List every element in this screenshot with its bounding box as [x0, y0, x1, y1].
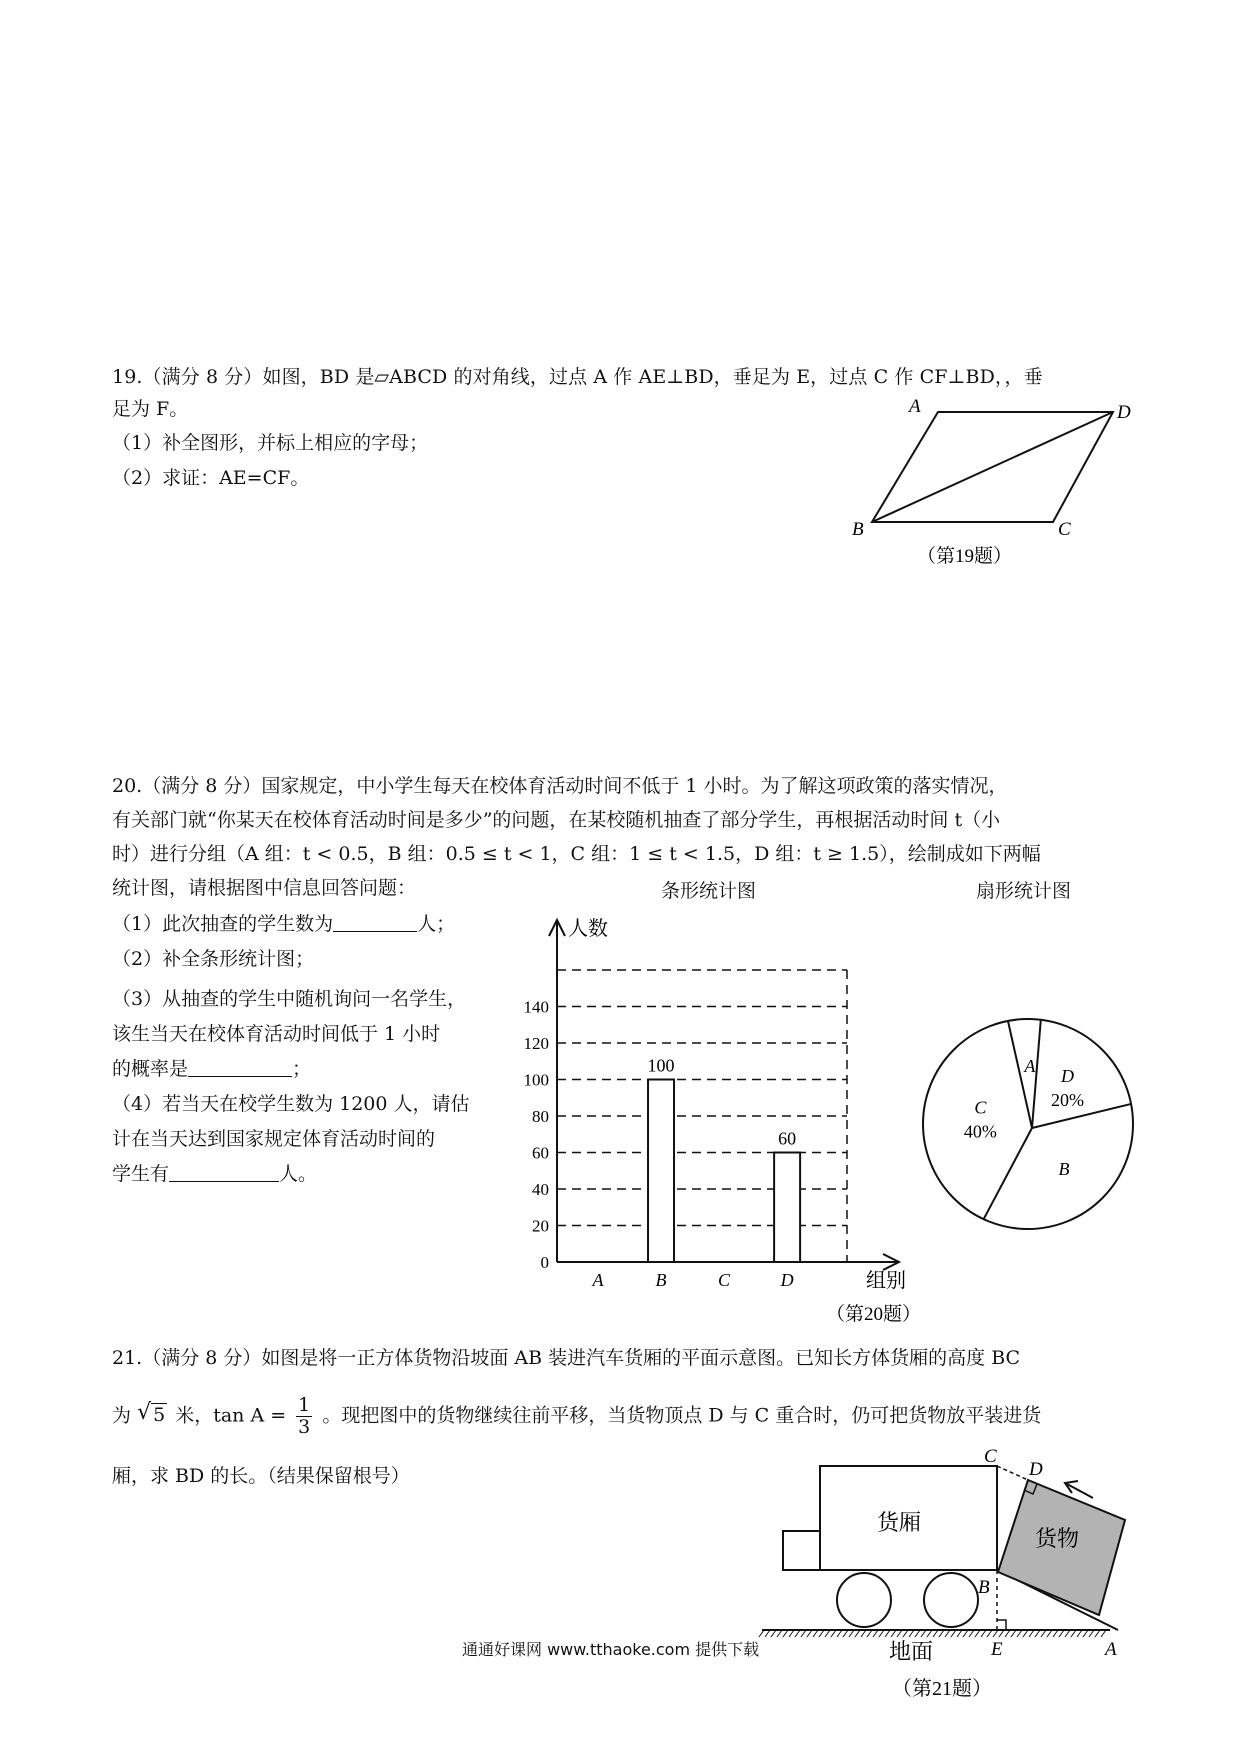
sqrt-sign: √: [137, 1400, 152, 1426]
ground-hatch-mark: [903, 1630, 908, 1637]
ground-hatch-mark: [861, 1630, 866, 1637]
pie-percent-C: 40%: [963, 1121, 997, 1142]
truck-cab: [783, 1531, 820, 1570]
y-tick-label: 40: [532, 1180, 549, 1199]
pie-label-C: C: [974, 1097, 987, 1118]
q19-sub1: （1）补全图形，并标上相应的字母；: [112, 432, 429, 454]
pie-label-D: D: [1060, 1065, 1074, 1086]
y-tick-label: 120: [523, 1034, 549, 1053]
ground-hatch-mark: [957, 1630, 962, 1637]
q20-caption: （第20题）: [826, 1304, 922, 1325]
q20-sub4c-text: 学生有: [112, 1163, 170, 1185]
q20-sub4d-text: 人。: [279, 1163, 318, 1185]
footer-text: 通通好课网 www.tthaoke.com 提供下载: [462, 1640, 760, 1659]
q20-sub3d-text: ；: [292, 1058, 312, 1080]
truck-box-label: 货厢: [877, 1510, 922, 1535]
ground-hatch-mark: [1017, 1630, 1022, 1637]
rear-wheel: [837, 1573, 891, 1627]
right-angle-mark-e: [997, 1620, 1006, 1630]
cargo-label: 货物: [1035, 1526, 1080, 1551]
ground-hatch-mark: [987, 1630, 992, 1637]
label-d-21: D: [1029, 1459, 1043, 1480]
ground-hatch-mark: [933, 1630, 938, 1637]
ground-hatch-mark: [885, 1630, 890, 1637]
ground-hatch-mark: [849, 1630, 854, 1637]
x-tick-label: C: [718, 1270, 731, 1290]
ground-hatch-mark: [1029, 1630, 1034, 1637]
y-tick-label: 80: [532, 1107, 549, 1126]
ground-hatch-mark: [981, 1630, 986, 1637]
ground-hatch-mark: [837, 1630, 842, 1637]
q21-caption: （第21题）: [892, 1678, 992, 1700]
q21-line3: 厢，求 BD 的长。（结果保留根号）: [112, 1465, 410, 1487]
label-b-21: B: [978, 1577, 990, 1598]
ground-hatch-mark: [801, 1630, 806, 1637]
label-d: D: [1117, 402, 1131, 423]
y-tick-label: 100: [523, 1070, 549, 1090]
q20-sub4a: （4）若当天在校学生数为 1200 人，请估: [112, 1093, 470, 1115]
ground-hatch-mark: [969, 1630, 974, 1637]
ground-label: 地面: [889, 1639, 934, 1664]
ground-hatch-mark: [1059, 1630, 1064, 1637]
pie-chart-title: 扇形统计图: [976, 880, 1072, 902]
q20-sub4b: 计在当天达到国家规定体育活动时间的: [112, 1128, 436, 1150]
ground-hatch-mark: [813, 1630, 818, 1637]
q20-sub1-text: （1）此次抽查的学生数为: [112, 913, 334, 935]
label-a-21: A: [1105, 1639, 1117, 1660]
ground-hatch-mark: [915, 1630, 920, 1637]
x-tick-label: D: [780, 1270, 794, 1290]
label-b: B: [852, 519, 864, 540]
ground-hatch-mark: [1083, 1630, 1088, 1637]
q21-line2-a: 为: [112, 1404, 132, 1427]
y-axis-title: 人数: [568, 918, 608, 940]
ground-hatch-mark: [759, 1630, 764, 1637]
ground-hatch-mark: [897, 1630, 902, 1637]
ground-hatch-mark: [1089, 1630, 1094, 1637]
y-tick-label: 140: [523, 997, 549, 1017]
q19-line2: 足为 F。: [112, 398, 189, 420]
pie-percent-D: 20%: [1050, 1089, 1084, 1110]
ground-hatch-mark: [1065, 1630, 1070, 1637]
ground-hatch-mark: [1077, 1630, 1082, 1637]
q21-line2-b: 米，tan A =: [175, 1404, 287, 1427]
label-c-21: C: [984, 1446, 997, 1467]
sqrt-radicand: 5: [153, 1404, 166, 1427]
data-label-B: 100: [647, 1055, 675, 1076]
dashed-line-cd: [997, 1466, 1028, 1480]
label-e-21: E: [991, 1639, 1003, 1660]
q20-line2: 有关部门就“你某天在校体育活动时间是多少”的问题，在某校随机抽查了部分学生，再根据活动时间 t（小: [112, 809, 1001, 831]
q20-sub3c-text: 的概率是: [112, 1058, 189, 1080]
x-tick-label: B: [655, 1270, 667, 1290]
q20-sub3a: （3）从抽查的学生中随机询问一名学生，: [112, 988, 467, 1010]
q20-sub1-unit: 人；: [417, 913, 456, 935]
ground-hatch-mark: [891, 1630, 896, 1637]
ground-hatch-mark: [777, 1630, 782, 1637]
ground-hatch-mark: [831, 1630, 836, 1637]
ground-hatch-mark: [807, 1630, 812, 1637]
ground-hatch-mark: [975, 1630, 980, 1637]
ground-hatch-mark: [963, 1630, 968, 1637]
ground-hatch-mark: [993, 1630, 998, 1637]
ground-hatch-mark: [825, 1630, 830, 1637]
q20-line3: 时）进行分组（A 组：t < 0.5，B 组：0.5 ≤ t < 1，C 组：1 ≤ t < 1.5，D 组：t ≥ 1.5），绘制成如下两幅: [112, 843, 1041, 865]
ground-hatch-mark: [1041, 1630, 1046, 1637]
ground-hatch-mark: [1047, 1630, 1052, 1637]
ground-hatch-mark: [999, 1630, 1004, 1637]
q20-line4: 统计图，请根据图中信息回答问题：: [112, 877, 417, 899]
fraction-denominator: 3: [298, 1415, 311, 1438]
ground-hatch-mark: [945, 1630, 950, 1637]
data-label-D: 60: [778, 1128, 797, 1149]
ground-hatch-mark: [1035, 1630, 1040, 1637]
ground-hatch-mark: [951, 1630, 956, 1637]
y-tick-label: 0: [540, 1253, 549, 1272]
ground-hatch-mark: [795, 1630, 800, 1637]
label-a: A: [909, 396, 921, 417]
x-tick-label: A: [592, 1270, 604, 1290]
y-tick-label: 20: [532, 1216, 549, 1236]
ground-hatch-mark: [843, 1630, 848, 1637]
q21-line2-c: 。现把图中的货物继续往前平移，当货物顶点 D 与 C 重合时，仍可把货物放平装进货: [322, 1404, 1042, 1427]
q20-line1: 20.（满分 8 分）国家规定，中小学生每天在校体育活动时间不低于 1 小时。为了解这项政策的落实情况，: [112, 775, 1008, 797]
fraction-numerator: 1: [298, 1394, 311, 1416]
y-tick-label: 60: [532, 1143, 549, 1163]
q19-line1: 19.（满分 8 分）如图，BD 是▱ABCD 的对角线，过点 A 作 AE⊥BD，垂足为 E，过点 C 作 CF⊥BD，，垂: [112, 366, 1043, 388]
ground-hatch-mark: [819, 1630, 824, 1637]
ground-hatch-mark: [1005, 1630, 1010, 1637]
ground-hatch-mark: [1095, 1630, 1100, 1637]
ground-hatch-mark: [927, 1630, 932, 1637]
pie-label-A: A: [1024, 1056, 1036, 1077]
ground-hatch-mark: [939, 1630, 944, 1637]
ground-hatch-mark: [879, 1630, 884, 1637]
ground-hatch-mark: [1011, 1630, 1016, 1637]
x-axis-title: 组别: [866, 1270, 906, 1292]
ground-hatch-mark: [867, 1630, 872, 1637]
ground-hatch-mark: [1101, 1630, 1106, 1637]
q20-sub2: （2）补全条形统计图；: [112, 948, 315, 970]
ground-hatch-mark: [873, 1630, 878, 1637]
q19-sub2: （2）求证：AE=CF。: [112, 467, 310, 489]
ground-hatch-mark: [765, 1630, 770, 1637]
ground-hatch-mark: [789, 1630, 794, 1637]
bar-chart-title: 条形统计图: [661, 880, 757, 902]
q20-sub3b: 该生当天在校体育活动时间低于 1 小时: [112, 1023, 441, 1045]
ground-hatch-mark: [1023, 1630, 1028, 1637]
ground-hatch-mark: [921, 1630, 926, 1637]
q21-line1: 21.（满分 8 分）如图是将一正方体货物沿坡面 AB 装进汽车货厢的平面示意图。已知长方体货厢的高度 BC: [112, 1347, 1021, 1369]
q19-caption: （第19题）: [917, 546, 1013, 567]
pie-label-B: B: [1058, 1158, 1070, 1179]
ground-hatch-mark: [855, 1630, 860, 1637]
ground-hatch-mark: [909, 1630, 914, 1637]
ground-hatch-mark: [783, 1630, 788, 1637]
ground-hatch-mark: [1071, 1630, 1076, 1637]
ground-hatch-mark: [771, 1630, 776, 1637]
front-wheel: [924, 1573, 978, 1627]
ground-hatch-mark: [1053, 1630, 1058, 1637]
label-c: C: [1058, 519, 1071, 540]
